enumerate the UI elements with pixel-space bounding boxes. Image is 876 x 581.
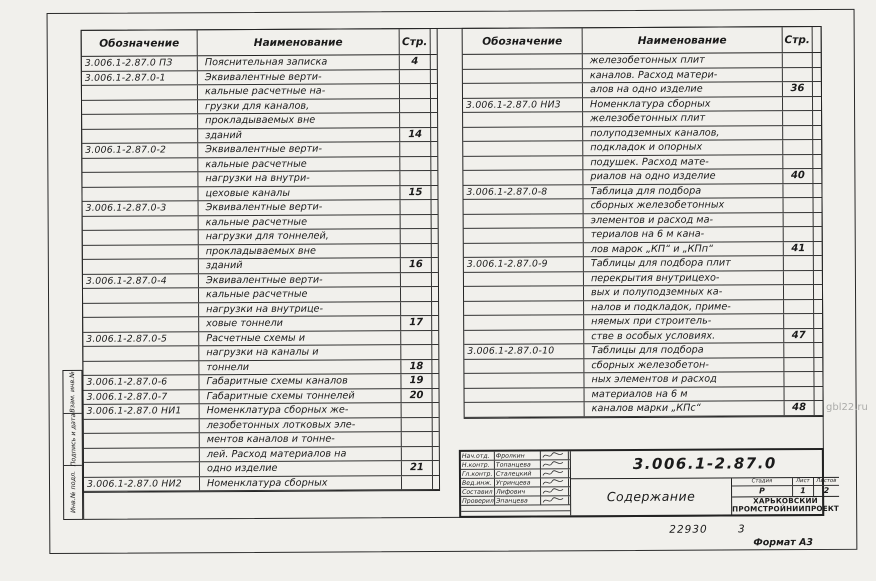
table-row <box>465 401 823 417</box>
spare-cell <box>814 241 822 255</box>
page-cell <box>402 447 433 461</box>
spare-cell <box>813 67 821 81</box>
org-line-2: ПРОМСТРОЙНИИПРОЕКТ <box>732 504 840 514</box>
designation-cell <box>463 54 583 68</box>
page-cell: 41 <box>784 242 814 256</box>
name-cell: нагрузки для тоннелей, <box>199 229 401 244</box>
name-cell: Топанцева <box>495 460 541 468</box>
name-cell: Угринцева <box>495 478 541 486</box>
page-cell <box>784 271 814 285</box>
designation-cell <box>84 462 200 476</box>
designation-cell: 3.006.1-2.87.0-7 <box>84 390 200 404</box>
name-cell: Номенклатура сборных же- <box>200 403 402 418</box>
page-cell <box>783 155 813 169</box>
designation-cell <box>463 69 583 83</box>
designation-cell <box>463 170 583 184</box>
page-cell <box>402 418 433 432</box>
spare-cell <box>814 357 822 371</box>
spare-cell <box>813 82 821 96</box>
signature-cell <box>541 487 569 495</box>
page-cell <box>783 184 813 198</box>
name-cell: Эквивалентные верти- <box>199 200 401 215</box>
spare-cell <box>432 359 438 373</box>
stage-header: Стадия <box>732 478 793 485</box>
designation-cell: 3.006.1-2.87.0-3 <box>83 201 199 215</box>
sheets-value: 2 <box>823 486 830 496</box>
watermark: gbl22.ru <box>826 402 868 413</box>
page-cell <box>783 126 813 140</box>
designation-cell <box>82 158 198 172</box>
designation-cell <box>84 419 200 433</box>
spare-cell <box>431 84 437 98</box>
name-cell: тоннели <box>199 360 401 375</box>
spare-cell <box>432 316 438 330</box>
spare-cell <box>813 169 821 183</box>
signature-cell <box>541 451 569 459</box>
name-cell: налов и подкладок, приме- <box>584 300 784 315</box>
org-line-1: ХАРЬКОВСКИЙ <box>753 495 818 506</box>
name-cell: полуподземных каналов, <box>583 126 783 141</box>
designation-cell <box>82 100 198 114</box>
strip-label: Подпись и дата <box>68 413 77 466</box>
name-cell: одно изделие <box>200 461 402 476</box>
designation-cell <box>82 129 198 143</box>
designation-cell: 3.006.1-2.87.0-4 <box>83 274 199 288</box>
strip-label: Инв.№ подл. <box>68 471 78 514</box>
name-cell: няемых при строитель- <box>584 314 784 329</box>
spare-cell <box>432 330 438 344</box>
name-cell: вых и полуподземных ка- <box>584 285 784 300</box>
designation-cell <box>82 187 198 201</box>
spare-cell <box>432 258 438 272</box>
stage-value: Р <box>732 486 793 496</box>
header-page: Стр. <box>783 27 813 52</box>
name-cell: зданий <box>198 128 400 143</box>
order-number-line <box>669 523 745 535</box>
header-designation: Обозначение <box>82 30 198 56</box>
page-cell: 17 <box>401 316 432 330</box>
document-designation: 3.006.1-2.87.0 <box>571 450 839 479</box>
name-cell: материалов на 6 м <box>585 387 785 402</box>
name-cell: подкладок и опорных <box>583 140 783 155</box>
designation-cell <box>83 361 199 375</box>
page-cell: 21 <box>402 461 433 475</box>
page-cell <box>400 70 431 84</box>
name-cell: нагрузки на внутри- <box>198 171 400 186</box>
page-cell <box>402 476 433 490</box>
role-cell: Вед.инж. <box>461 479 495 487</box>
name-cell: лей. Расход материалов на <box>200 447 402 462</box>
table-body <box>463 53 823 417</box>
spare-cell <box>813 140 821 154</box>
page-cell <box>784 358 814 372</box>
spare-cell <box>432 287 438 301</box>
spare-cell <box>431 128 437 142</box>
name-cell: железобетонных плит <box>583 53 783 68</box>
spare-cell <box>431 70 437 84</box>
page-cell <box>401 287 432 301</box>
name-cell: сборных железобетонных <box>584 198 784 213</box>
page-cell <box>401 215 432 229</box>
name-cell: каналов марки „КПс“ <box>585 401 785 416</box>
spare-cell <box>814 285 822 299</box>
name-cell: кальные расчетные <box>199 215 401 230</box>
designation-cell <box>83 230 199 244</box>
spare-cell <box>814 299 822 313</box>
page-cell: 15 <box>400 186 431 200</box>
designation-cell: 3.006.1-2.87.0 НИ2 <box>84 477 200 491</box>
spare-cell <box>813 154 821 168</box>
designation-cell <box>464 315 584 329</box>
page-cell: 14 <box>400 128 431 142</box>
designation-cell: 3.006.1-2.87.0-8 <box>463 185 583 199</box>
page-cell: 48 <box>785 401 815 415</box>
name-cell: Эквивалентные верти- <box>198 70 400 85</box>
spare-cell <box>432 200 438 214</box>
strip-cell-podpis <box>64 414 82 465</box>
strip-cell-vzam <box>63 371 81 415</box>
designation-cell: 3.006.1-2.87.0 ПЗ <box>82 56 198 70</box>
spare-cell <box>814 227 822 241</box>
page-cell: 47 <box>784 329 814 343</box>
name-cell: подушек. Расход мате- <box>583 155 783 170</box>
signature-cell <box>541 496 569 504</box>
table-row <box>84 475 439 491</box>
name-cell: Номенклатура сборных <box>200 476 402 491</box>
page-cell <box>784 343 814 357</box>
header-name: Наименование <box>583 27 783 53</box>
designation-cell <box>464 301 584 315</box>
page-cell <box>401 200 432 214</box>
page-cell <box>784 198 814 212</box>
spare-cell <box>433 388 439 402</box>
title-block-signatures <box>461 451 571 516</box>
spare-cell <box>433 417 439 431</box>
page-cell: 16 <box>401 258 432 272</box>
role-cell: Гл.контр. <box>461 470 495 478</box>
header-page: Стр. <box>400 29 431 54</box>
designation-cell <box>83 346 199 360</box>
spare-cell <box>433 475 439 489</box>
date-cell <box>569 496 570 504</box>
page-cell <box>783 140 813 154</box>
page-cell <box>400 99 431 113</box>
name-cell: Номенклатура сборных <box>583 97 783 112</box>
frame-side-strip <box>62 370 83 520</box>
name-cell: Эпанцева <box>495 496 541 504</box>
signature-scribble-icon <box>542 478 564 486</box>
designation-cell <box>463 156 583 170</box>
name-cell: каналов. Расход матери- <box>583 68 783 83</box>
title-block <box>459 448 840 518</box>
sheets-header: Листов <box>816 478 837 485</box>
role-cell: Нач.отд. <box>461 452 495 460</box>
name-cell: нагрузки на внутрице- <box>199 302 401 317</box>
page-cell <box>400 142 431 156</box>
spare-cell <box>432 229 438 243</box>
designation-cell <box>83 303 199 317</box>
page-cell <box>400 84 431 98</box>
table-header <box>463 27 821 55</box>
designation-cell <box>83 317 199 331</box>
title-block-meta <box>732 478 839 515</box>
signature-scribble-icon <box>542 487 564 495</box>
name-cell: Габаритные схемы каналов <box>199 374 401 389</box>
page-cell: 19 <box>401 374 432 388</box>
name-cell: Сталецкий <box>495 469 541 477</box>
name-cell: ховые тоннели <box>199 316 401 331</box>
page-cell <box>401 345 432 359</box>
page-cell <box>784 213 814 227</box>
page-cell <box>402 403 433 417</box>
spare-cell <box>432 215 438 229</box>
designation-cell <box>464 359 584 373</box>
page-cell <box>400 157 431 171</box>
name-cell: Эквивалентные верти- <box>199 273 401 288</box>
signature-cell <box>541 469 569 477</box>
spare-cell <box>813 125 821 139</box>
designation-cell <box>463 141 583 155</box>
header-name: Наименование <box>198 29 400 55</box>
designation-cell <box>464 373 584 387</box>
designation-cell <box>463 127 583 141</box>
spare-cell <box>813 183 821 197</box>
name-cell: прокладываемых вне <box>198 113 400 128</box>
role-cell: Проверил <box>462 497 494 505</box>
signature-scribble-icon <box>542 469 564 477</box>
designation-cell <box>465 388 585 402</box>
format-label: Формат А3 <box>753 537 814 549</box>
spare-cell <box>814 372 822 386</box>
spare-cell <box>432 374 438 388</box>
name-cell: риалов на одно изделие <box>583 169 783 184</box>
page-cell <box>401 331 432 345</box>
name-cell: железобетонных плит <box>583 111 783 126</box>
signature-rows <box>461 451 570 506</box>
spare-cell <box>433 432 439 446</box>
signature-scribble-icon <box>542 460 564 468</box>
page-cell: 20 <box>402 389 433 403</box>
spare-cell <box>814 198 822 212</box>
name-cell: кальные расчетные <box>199 287 401 302</box>
empty-signature-row <box>461 511 570 516</box>
date-cell <box>569 451 570 459</box>
sheet-header: Лист <box>793 478 814 485</box>
designation-cell: 3.006.1-2.87.0-6 <box>83 375 199 389</box>
name-cell: элементов и расход ма- <box>584 213 784 228</box>
spare-cell <box>431 157 437 171</box>
name-cell: Фролкин <box>495 451 541 459</box>
page-cell <box>783 53 813 67</box>
signature-cell <box>541 478 569 486</box>
designation-cell <box>84 433 200 447</box>
designation-cell <box>464 286 584 300</box>
spare-cell <box>433 461 439 475</box>
page-cell <box>785 387 815 401</box>
designation-cell <box>83 216 199 230</box>
spare-cell <box>813 111 821 125</box>
page-cell <box>401 229 432 243</box>
designation-cell <box>464 199 584 213</box>
page-cell <box>784 314 814 328</box>
name-cell: зданий <box>199 258 401 273</box>
signature-scribble-icon <box>542 451 564 459</box>
page-cell: 18 <box>401 360 432 374</box>
designation-cell <box>83 245 199 259</box>
signature-scribble-icon <box>542 496 564 504</box>
designation-cell <box>463 83 583 97</box>
date-cell <box>569 478 570 486</box>
table-body <box>82 55 439 492</box>
designation-cell <box>82 114 198 128</box>
role-cell: Н.контр. <box>461 461 495 469</box>
name-cell: грузки для каналов, <box>198 99 400 114</box>
name-cell: лезобетонных лотковых эле- <box>200 418 402 433</box>
document-title: Содержание <box>571 478 732 515</box>
spare-cell <box>431 186 437 200</box>
spare-cell <box>815 401 823 415</box>
name-cell: кальные расчетные <box>198 157 400 172</box>
spare-cell <box>431 142 437 156</box>
spare-cell <box>814 343 822 357</box>
date-cell <box>569 469 570 477</box>
name-cell: стве в особых условиях. <box>584 329 784 344</box>
name-cell: Таблицы для подбора плит <box>584 256 784 271</box>
designation-cell <box>464 330 584 344</box>
name-cell: Пояснительная записка <box>198 55 400 70</box>
designation-cell: 3.006.1-2.87.0-9 <box>464 257 584 271</box>
spare-cell <box>433 446 439 460</box>
sheet-number: 3 <box>737 523 746 536</box>
sheet-value: 1 <box>793 486 814 496</box>
designation-cell <box>82 172 198 186</box>
page-cell <box>400 113 431 127</box>
spare-cell <box>813 53 821 67</box>
name-cell: цеховые каналы <box>198 186 400 201</box>
strip-label: Взам. инв.№ <box>68 371 77 413</box>
designation-cell: 3.006.1-2.87.0 НИ3 <box>463 98 583 112</box>
title-block-main <box>571 450 839 515</box>
date-cell <box>569 460 570 468</box>
designation-cell <box>83 288 199 302</box>
designation-cell: 3.006.1-2.87.0-2 <box>82 143 198 157</box>
designation-cell <box>464 228 584 242</box>
designation-cell <box>464 214 584 228</box>
name-cell: Габаритные схемы тоннелей <box>200 389 402 404</box>
name-cell: териалов на 6 м кана- <box>584 227 784 242</box>
name-cell: Лифович <box>495 487 541 495</box>
spare-cell <box>432 273 438 287</box>
designation-cell: 3.006.1-2.87.0-5 <box>83 332 199 346</box>
name-cell: алов на одно изделие <box>583 82 783 97</box>
date-cell <box>569 487 570 495</box>
designation-cell: 3.006.1-2.87.0-10 <box>464 344 584 358</box>
page-cell <box>784 256 814 270</box>
designation-cell <box>465 402 585 416</box>
page-cell: 40 <box>783 169 813 183</box>
header-spare <box>431 29 437 54</box>
designation-cell: 3.006.1-2.87.0-1 <box>82 71 198 85</box>
name-cell: ментов каналов и тонне- <box>200 432 402 447</box>
name-cell: ных элементов и расход <box>584 372 784 387</box>
contents-table-right <box>462 26 824 418</box>
spare-cell <box>814 314 822 328</box>
designation-cell <box>84 448 200 462</box>
organization-name <box>732 497 839 515</box>
spare-cell <box>431 55 437 69</box>
strip-cell-inv <box>64 466 82 519</box>
spare-cell <box>814 256 822 270</box>
page-cell <box>401 302 432 316</box>
page-cell <box>783 68 813 82</box>
name-cell: Расчетные схемы и <box>199 331 401 346</box>
spare-cell <box>814 270 822 284</box>
spare-cell <box>813 96 821 110</box>
spare-cell <box>432 301 438 315</box>
header-designation: Обозначение <box>463 28 583 54</box>
spare-cell <box>815 386 823 400</box>
signature-cell <box>541 460 569 468</box>
name-cell: сборных железобетон- <box>584 358 784 373</box>
page-cell <box>402 432 433 446</box>
name-cell: Таблицы для подбора <box>584 343 784 358</box>
name-cell: нагрузки на каналы и <box>199 345 401 360</box>
designation-cell <box>464 272 584 286</box>
name-cell: Таблица для подбора <box>583 184 783 199</box>
designation-cell <box>82 85 198 99</box>
order-number: 22930 <box>669 523 708 536</box>
page-cell <box>784 300 814 314</box>
page-cell <box>784 372 814 386</box>
name-cell: кальные расчетные на- <box>198 84 400 99</box>
page-cell <box>400 171 431 185</box>
page-cell <box>401 244 432 258</box>
name-cell: перекрытия внутрицехо- <box>584 271 784 286</box>
designation-cell <box>83 259 199 273</box>
spare-cell <box>814 212 822 226</box>
designation-cell <box>463 112 583 126</box>
name-cell: прокладываемых вне <box>199 244 401 259</box>
page-cell <box>401 273 432 287</box>
designation-cell <box>464 243 584 257</box>
spare-cell <box>432 244 438 258</box>
name-cell: лов марок „КП“ и „КПп“ <box>584 242 784 257</box>
spare-cell <box>814 328 822 342</box>
page-cell <box>783 111 813 125</box>
role-cell: Составил <box>461 488 495 496</box>
spare-cell <box>431 113 437 127</box>
spare-cell <box>432 345 438 359</box>
designation-cell: 3.006.1-2.87.0 НИ1 <box>84 404 200 418</box>
page-cell <box>784 285 814 299</box>
spare-cell <box>431 171 437 185</box>
table-header <box>82 29 437 57</box>
name-cell: Эквивалентные верти- <box>198 142 400 157</box>
page-cell <box>783 97 813 111</box>
page-cell <box>784 227 814 241</box>
contents-table-left <box>81 28 440 493</box>
page-cell: 4 <box>400 55 431 69</box>
page-cell: 36 <box>783 82 813 96</box>
title-block-bottom <box>571 478 839 516</box>
header-spare <box>813 27 821 52</box>
spare-cell <box>433 403 439 417</box>
spare-cell <box>431 99 437 113</box>
